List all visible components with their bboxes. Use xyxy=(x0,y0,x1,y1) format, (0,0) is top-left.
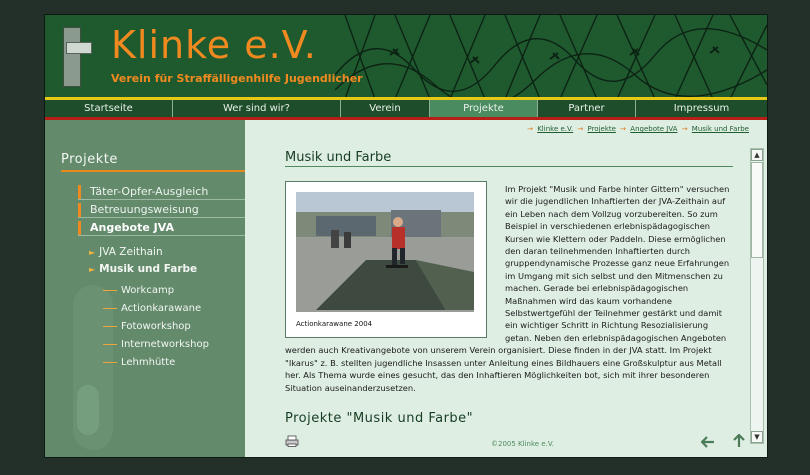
top-arrow-icon[interactable] xyxy=(733,434,745,448)
content-area xyxy=(245,120,767,457)
back-arrow-icon[interactable] xyxy=(701,436,715,448)
dash-icon xyxy=(103,362,117,363)
nav-impressum[interactable]: Impressum xyxy=(673,103,730,114)
breadcrumb-separator: → xyxy=(681,125,688,133)
dash-icon xyxy=(103,344,117,345)
sidebar xyxy=(45,120,245,457)
sidebar-title-underline xyxy=(61,170,245,172)
sidebar-sub-label: JVA Zeithain xyxy=(99,246,163,258)
sidebar-item-marker xyxy=(78,221,81,235)
breadcrumb-angebote-jva[interactable]: Angebote JVA xyxy=(630,125,678,133)
dash-icon xyxy=(103,326,117,327)
sidebar-item-label: Angebote JVA xyxy=(90,221,175,234)
nav-startseite[interactable]: Startseite xyxy=(45,100,173,117)
breadcrumb-musik-und-farbe[interactable]: Musik und Farbe xyxy=(691,125,749,133)
sidebar-subsub-label: Actionkarawane xyxy=(121,303,202,314)
sidebar-subsub-workcamp[interactable] xyxy=(103,285,174,296)
nav-verein[interactable]: Verein xyxy=(341,100,430,117)
logo-subtitle: Verein für Straffälligenhilfe Jugendlicher xyxy=(111,72,363,85)
sidebar-sub-musik-und-farbe[interactable] xyxy=(89,263,197,275)
arrow-right-icon: ► xyxy=(89,265,96,274)
sidebar-item-label: Betreuungsweisung xyxy=(90,203,199,216)
main-nav xyxy=(45,100,767,120)
sidebar-subsub-label: Internetworkshop xyxy=(121,339,209,350)
paragraph-text: Im Projekt "Musik und Farbe hinter Gittern" versuchen wir die jugendlichen Inhaftierten der JVA-Zeithain auf ein Leben nach dem Vollzug vorzubereiten. So zum Beispiel in verschiedenen erlebnispädagogischen Kursen wie Klettern oder Paddeln. Diese ermöglichen den daran teilnehmenden Inhaftierten durch gruppendynamische Prozesse ganz neue Erfahrungen im Umgang mit sich selbst und den Mitmenschen zu machen. Gerade bei erlebnispädagogischen Maßnahmen wird das kaum vorhandene Selbstwertgefühl der Teilnehmer gestärkt und damit ein wichtiger Schritt in Richtung Resozialisierung getan. Neben den erlebnispädagogischen Angeboten werden auch Kreativangebote von unserem Verein organisiert. Diese finden in der JVA statt. Im Projekt "Ikarus" z. B. stellten jugendliche Insassen unter Anleitung eines Bildhauers eine Großskulptur aus Metall her. Als Thema wurde eines gesucht, das den Inhaftieren Möglichkeiten bot, sich mit ihrer besonderen Situation auseinanderzusetzen. xyxy=(285,184,730,393)
sidebar-item-betreuungsweisung[interactable] xyxy=(78,202,245,218)
sidebar-subsub-lehmhuette[interactable] xyxy=(103,357,175,368)
print-icon[interactable] xyxy=(285,435,299,447)
nav-wer-sind-wir[interactable]: Wer sind wir? xyxy=(173,100,341,117)
dash-icon xyxy=(103,290,117,291)
sidebar-title: Projekte xyxy=(61,152,118,167)
nav-projekte[interactable]: Projekte xyxy=(430,100,538,117)
title-underline xyxy=(285,166,733,167)
section-subtitle: Projekte "Musik und Farbe" xyxy=(285,411,474,426)
breadcrumb xyxy=(525,125,749,133)
sidebar-item-label: Täter-Opfer-Ausgleich xyxy=(90,185,209,198)
handle-plate xyxy=(66,42,92,54)
sidebar-subsub-label: Fotoworkshop xyxy=(121,321,191,332)
breadcrumb-separator: → xyxy=(527,125,533,133)
scroll-up-icon[interactable]: ▲ xyxy=(751,149,763,161)
sidebar-item-taeter-opfer-ausgleich[interactable] xyxy=(78,184,245,200)
photo-frame xyxy=(285,181,487,338)
breadcrumb-projekte[interactable]: Projekte xyxy=(587,125,616,133)
page-frame xyxy=(44,14,768,458)
sidebar-item-angebote-jva[interactable] xyxy=(78,220,245,236)
breadcrumb-separator: → xyxy=(620,125,627,133)
scrollbar-thumb[interactable] xyxy=(751,162,763,258)
barbed-wire-graphic xyxy=(335,15,767,99)
vertical-scrollbar[interactable] xyxy=(750,148,764,444)
sidebar-subsub-fotoworkshop[interactable] xyxy=(103,321,191,332)
sidebar-sub-jva-zeithain[interactable] xyxy=(89,246,163,258)
sidebar-sub-label: Musik und Farbe xyxy=(99,263,198,275)
sidebar-item-marker xyxy=(78,185,81,199)
sidebar-subsub-actionkarawane[interactable] xyxy=(103,303,201,314)
breadcrumb-separator: → xyxy=(577,125,584,133)
nav-partner[interactable]: Partner xyxy=(538,100,636,117)
page-title: Musik und Farbe xyxy=(285,150,392,165)
scroll-down-icon[interactable]: ▼ xyxy=(751,431,763,443)
breadcrumb-klinke[interactable]: Klinke e.V. xyxy=(537,125,574,133)
door-handle-logo-icon xyxy=(63,27,81,87)
sidebar-subsub-internetworkshop[interactable] xyxy=(103,339,209,350)
sidebar-item-marker xyxy=(78,203,81,217)
sidebar-subsub-label: Workcamp xyxy=(121,285,175,296)
photo-caption: Actionkarawane 2004 xyxy=(296,320,373,328)
dash-icon xyxy=(103,308,117,309)
header-banner xyxy=(45,15,767,99)
footer-copyright: ©2005 Klinke e.V. xyxy=(491,440,554,448)
sidebar-handle-knob xyxy=(77,385,99,435)
arrow-right-icon: ► xyxy=(89,248,96,257)
skateboard-photo[interactable] xyxy=(296,192,474,312)
logo-title[interactable]: Klinke e.V. xyxy=(111,23,317,67)
sidebar-subsub-label: Lehmhütte xyxy=(121,357,176,368)
